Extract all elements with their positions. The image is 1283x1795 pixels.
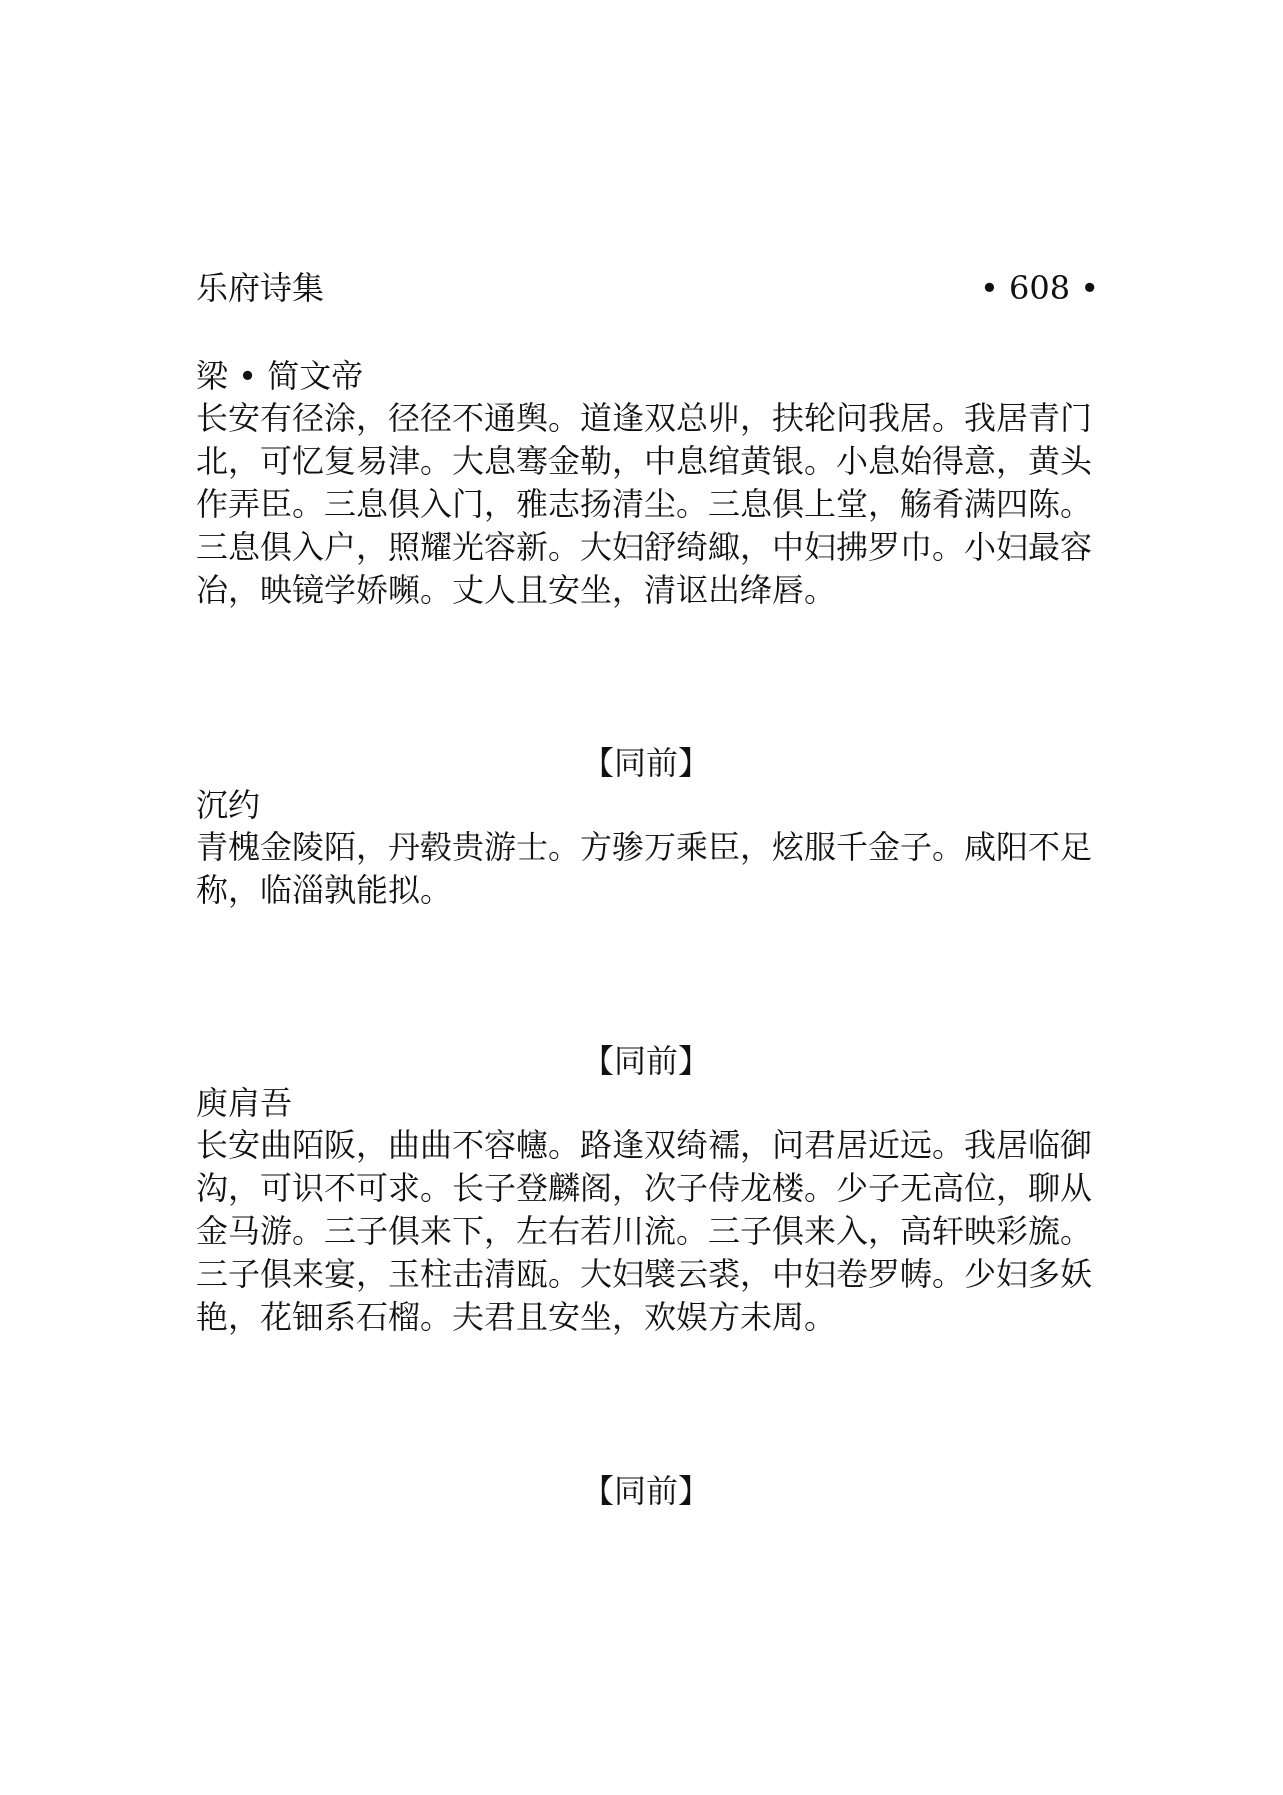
poem-heading: 【同前】	[581, 1042, 710, 1080]
poem-author: 梁 • 简文帝	[196, 357, 364, 395]
poem-entry	[196, 742, 1096, 912]
book-title: 乐府诗集	[196, 269, 325, 307]
poem-text: 长安有径涂，径径不通舆。道逢双总丱，扶轮问我居。我居青门北，可忆复易津。大息骞金勒，中息绾黄银。小息始得意，黄头作弄臣。三息俱入门，雅志扬清尘。三息俱上堂，觞肴满四陈。三息俱入户，照耀光容新。大妇舒绮緅，中妇拂罗巾。小妇最容冶，映镜学娇嚬。丈人且安坐，清讴出绛唇。	[196, 399, 1093, 609]
poem-text: 长安曲陌阪，曲曲不容幰。路逢双绮襦，问君居近远。我居临御沟，可识不可求。长子登麟阁，次子侍龙楼。少子无高位，聊从金马游。三子俱来下，左右若川流。三子俱来入，高轩映彩旒。三子俱来宴，玉柱击清瓯。大妇襞云裘，中妇卷罗帱。少妇多妖艳，花钿系石榴。夫君且安坐，欢娱方未周。	[196, 1126, 1093, 1336]
poem-heading: 【同前】	[581, 1472, 710, 1510]
poem-text: 青槐金陵陌，丹毂贵游士。方骖万乘臣，炫服千金子。咸阳不足称，临淄孰能拟。	[196, 828, 1093, 909]
poem-heading: 【同前】	[581, 744, 710, 782]
poem-entry	[196, 1040, 1096, 1339]
poem-entry	[196, 355, 1096, 612]
poem-author: 庾肩吾	[196, 1084, 293, 1122]
poem-entry	[196, 1470, 1096, 1512]
poem-author: 沉约	[196, 786, 261, 824]
page-number: • 608 •	[980, 269, 1100, 307]
